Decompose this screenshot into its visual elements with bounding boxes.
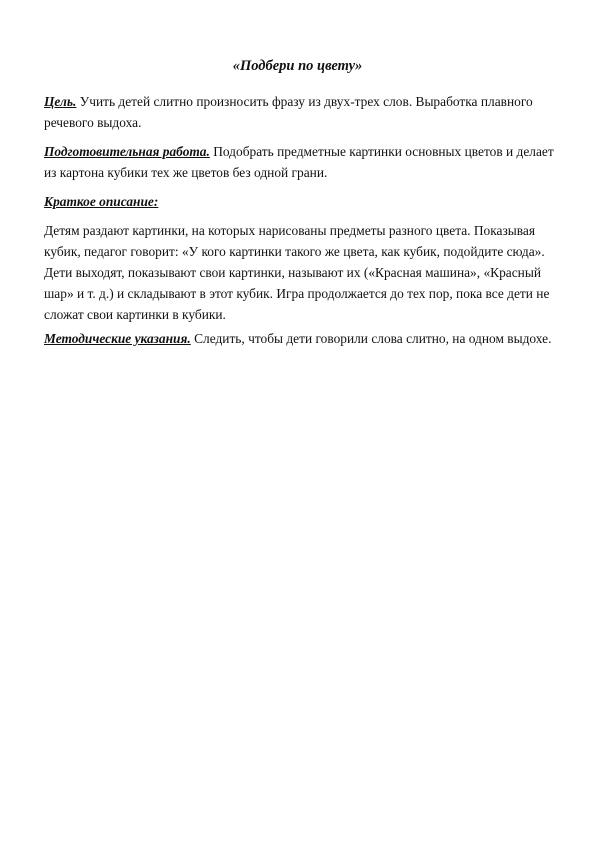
description-label: Краткое описание: <box>44 194 159 209</box>
preparation-label: Подготовительная работа. <box>44 144 210 159</box>
goal-label: Цель. <box>44 94 77 109</box>
preparation-paragraph <box>44 141 559 183</box>
methodical-label: Методические указания. <box>44 331 191 346</box>
goal-paragraph <box>44 91 559 133</box>
preparation-text: Подобрать предметные картинки основных цветов и делает из картона кубики тех же цветов без одной грани. <box>44 144 554 180</box>
description-heading <box>44 191 559 212</box>
goal-text: Учить детей слитно произносить фразу из двух-трех слов. Выработка плавного речевого выдоха. <box>44 94 533 130</box>
document-title: «Подбери по цвету» <box>232 58 363 74</box>
description-paragraph: Детям раздают картинки, на которых нарисованы предметы разного цвета. Показывая кубик, педагог говорит: «У кого картинки такого же цвета, как кубик, подойдите сюда». Дети выходят, показывают свои картинки, называют их («Красная машина», «Красный шар» и т. д.) и складывают в этот кубик. Игра продолжается до тех пор, пока все дети не сложат свои картинки в кубики. <box>44 223 550 322</box>
methodical-paragraph <box>44 328 559 349</box>
methodical-text: Следить, чтобы дети говорили слова слитно, на одном выдохе. <box>190 331 552 346</box>
